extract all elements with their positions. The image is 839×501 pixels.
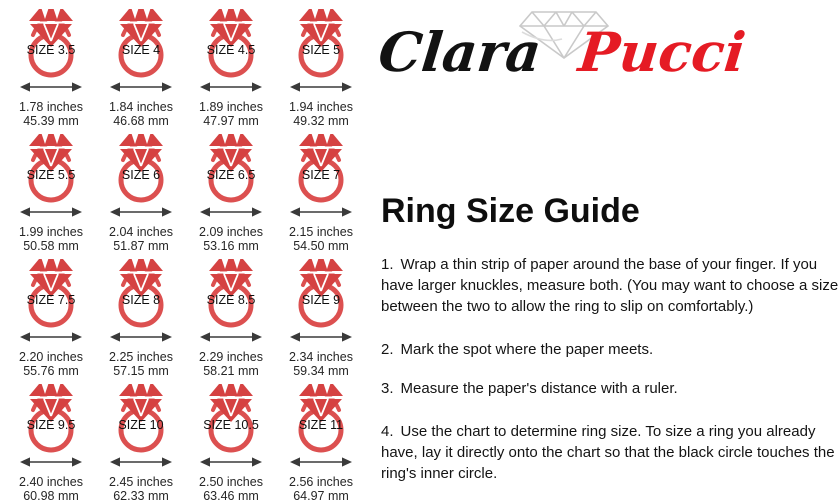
ring-size-label: SIZE 7.5 — [26, 293, 76, 307]
diameter-arrow-icon — [19, 331, 83, 343]
ring-size-cell — [6, 5, 96, 130]
ring-icon — [19, 5, 83, 79]
step-1: 1. Wrap a thin strip of paper around the base of your finger. If you have larger knuckles, measure both. (You may want to choose a size between the two to allow the ring to slip on comfortably.) — [381, 256, 839, 315]
diameter-arrow-icon — [199, 81, 263, 93]
ring-size-cell — [276, 380, 366, 501]
diameter-inches: 2.15 inches — [289, 225, 353, 239]
ring-size-cell — [186, 255, 276, 380]
ring-size-label: SIZE 6 — [121, 168, 161, 182]
diameter-inches: 2.04 inches — [109, 225, 173, 239]
diameter-inches: 1.78 inches — [19, 100, 83, 114]
diameter-inches: 2.20 inches — [19, 350, 83, 364]
diameter-arrow-icon — [19, 456, 83, 468]
ring-size-cell — [96, 380, 186, 501]
ring-size-label: SIZE 6.5 — [206, 168, 256, 182]
ring-size-label: SIZE 8.5 — [206, 293, 256, 307]
ring-icon — [199, 130, 263, 204]
diameter-mm: 49.32 mm — [293, 114, 349, 128]
diameter-arrow-icon — [289, 206, 353, 218]
diameter-arrow-icon — [109, 206, 173, 218]
ring-icon — [109, 255, 173, 329]
ring-icon — [199, 5, 263, 79]
diameter-mm: 47.97 mm — [203, 114, 259, 128]
diameter-inches: 2.09 inches — [199, 225, 263, 239]
ring-size-label: SIZE 7 — [301, 168, 341, 182]
ring-icon — [199, 380, 263, 454]
ring-icon — [19, 255, 83, 329]
ring-icon — [289, 380, 353, 454]
brand-word-pucci: Pucci — [576, 20, 749, 84]
step-2: 2. Mark the spot where the paper meets. — [381, 341, 654, 358]
ring-size-cell — [186, 130, 276, 255]
step-3: 3. Measure the paper's distance with a ruler. — [381, 380, 678, 397]
diameter-inches: 1.94 inches — [289, 100, 353, 114]
ring-icon — [19, 130, 83, 204]
brand-word-clara: Clara — [375, 20, 545, 84]
ring-size-label: SIZE 4.5 — [206, 43, 256, 57]
ring-size-label: SIZE 11 — [298, 418, 344, 432]
diameter-inches: 2.40 inches — [19, 475, 83, 489]
diameter-inches: 2.29 inches — [199, 350, 263, 364]
diameter-mm: 51.87 mm — [113, 239, 169, 253]
ring-size-cell — [96, 5, 186, 130]
diameter-arrow-icon — [199, 456, 263, 468]
diameter-arrow-icon — [289, 456, 353, 468]
ring-size-label: SIZE 4 — [121, 43, 161, 57]
diameter-arrow-icon — [199, 206, 263, 218]
diameter-inches: 2.56 inches — [289, 475, 353, 489]
diameter-mm: 54.50 mm — [293, 239, 349, 253]
diameter-arrow-icon — [19, 81, 83, 93]
diameter-arrow-icon — [109, 81, 173, 93]
ring-size-cell — [96, 130, 186, 255]
ring-icon — [109, 380, 173, 454]
diameter-arrow-icon — [199, 331, 263, 343]
ring-size-cell — [6, 255, 96, 380]
diameter-mm: 62.33 mm — [113, 489, 169, 501]
diameter-inches: 2.34 inches — [289, 350, 353, 364]
diameter-inches: 1.99 inches — [19, 225, 83, 239]
diameter-mm: 46.68 mm — [113, 114, 169, 128]
ring-size-label: SIZE 5 — [301, 43, 341, 57]
ring-size-cell — [276, 130, 366, 255]
ring-size-chart — [6, 5, 368, 501]
diameter-arrow-icon — [19, 206, 83, 218]
diameter-mm: 60.98 mm — [23, 489, 79, 501]
diameter-mm: 59.34 mm — [293, 364, 349, 378]
ring-size-label: SIZE 5.5 — [26, 168, 76, 182]
diameter-mm: 53.16 mm — [203, 239, 259, 253]
diameter-mm: 45.39 mm — [23, 114, 79, 128]
ring-size-label: SIZE 8 — [121, 293, 161, 307]
ring-size-cell — [276, 255, 366, 380]
diameter-arrow-icon — [289, 81, 353, 93]
diameter-arrow-icon — [109, 331, 173, 343]
diameter-inches: 2.50 inches — [199, 475, 263, 489]
ring-icon — [289, 5, 353, 79]
ring-size-cell — [186, 5, 276, 130]
ring-size-cell — [276, 5, 366, 130]
ring-size-label: SIZE 10 — [118, 418, 164, 432]
diameter-inches: 1.89 inches — [199, 100, 263, 114]
brand-logo — [375, 4, 761, 100]
diameter-inches: 2.25 inches — [109, 350, 173, 364]
diameter-inches: 2.45 inches — [109, 475, 173, 489]
instruction-steps — [381, 254, 839, 484]
step-4: 4. Use the chart to determine ring size. To size a ring you already have, lay it directly onto the chart so that the black circle touches the ring's inner circle. — [381, 423, 835, 482]
ring-size-cell — [6, 380, 96, 501]
diameter-arrow-icon — [289, 331, 353, 343]
diameter-inches: 1.84 inches — [109, 100, 173, 114]
page-title: Ring Size Guide — [381, 192, 640, 230]
ring-size-label: SIZE 9 — [301, 293, 341, 307]
ring-size-label: SIZE 9.5 — [26, 418, 76, 432]
diameter-mm: 63.46 mm — [203, 489, 259, 501]
ring-size-label: SIZE 3.5 — [26, 43, 76, 57]
ring-icon — [19, 380, 83, 454]
ring-size-cell — [96, 255, 186, 380]
ring-icon — [109, 130, 173, 204]
diameter-mm: 50.58 mm — [23, 239, 79, 253]
ring-icon — [109, 5, 173, 79]
diameter-mm: 58.21 mm — [203, 364, 259, 378]
ring-size-cell — [186, 380, 276, 501]
ring-icon — [289, 255, 353, 329]
diameter-mm: 64.97 mm — [293, 489, 349, 501]
ring-icon — [289, 130, 353, 204]
diameter-arrow-icon — [109, 456, 173, 468]
diameter-mm: 55.76 mm — [23, 364, 79, 378]
ring-size-cell — [6, 130, 96, 255]
ring-size-label: SIZE 10.5 — [203, 418, 259, 432]
diameter-mm: 57.15 mm — [113, 364, 169, 378]
ring-icon — [199, 255, 263, 329]
